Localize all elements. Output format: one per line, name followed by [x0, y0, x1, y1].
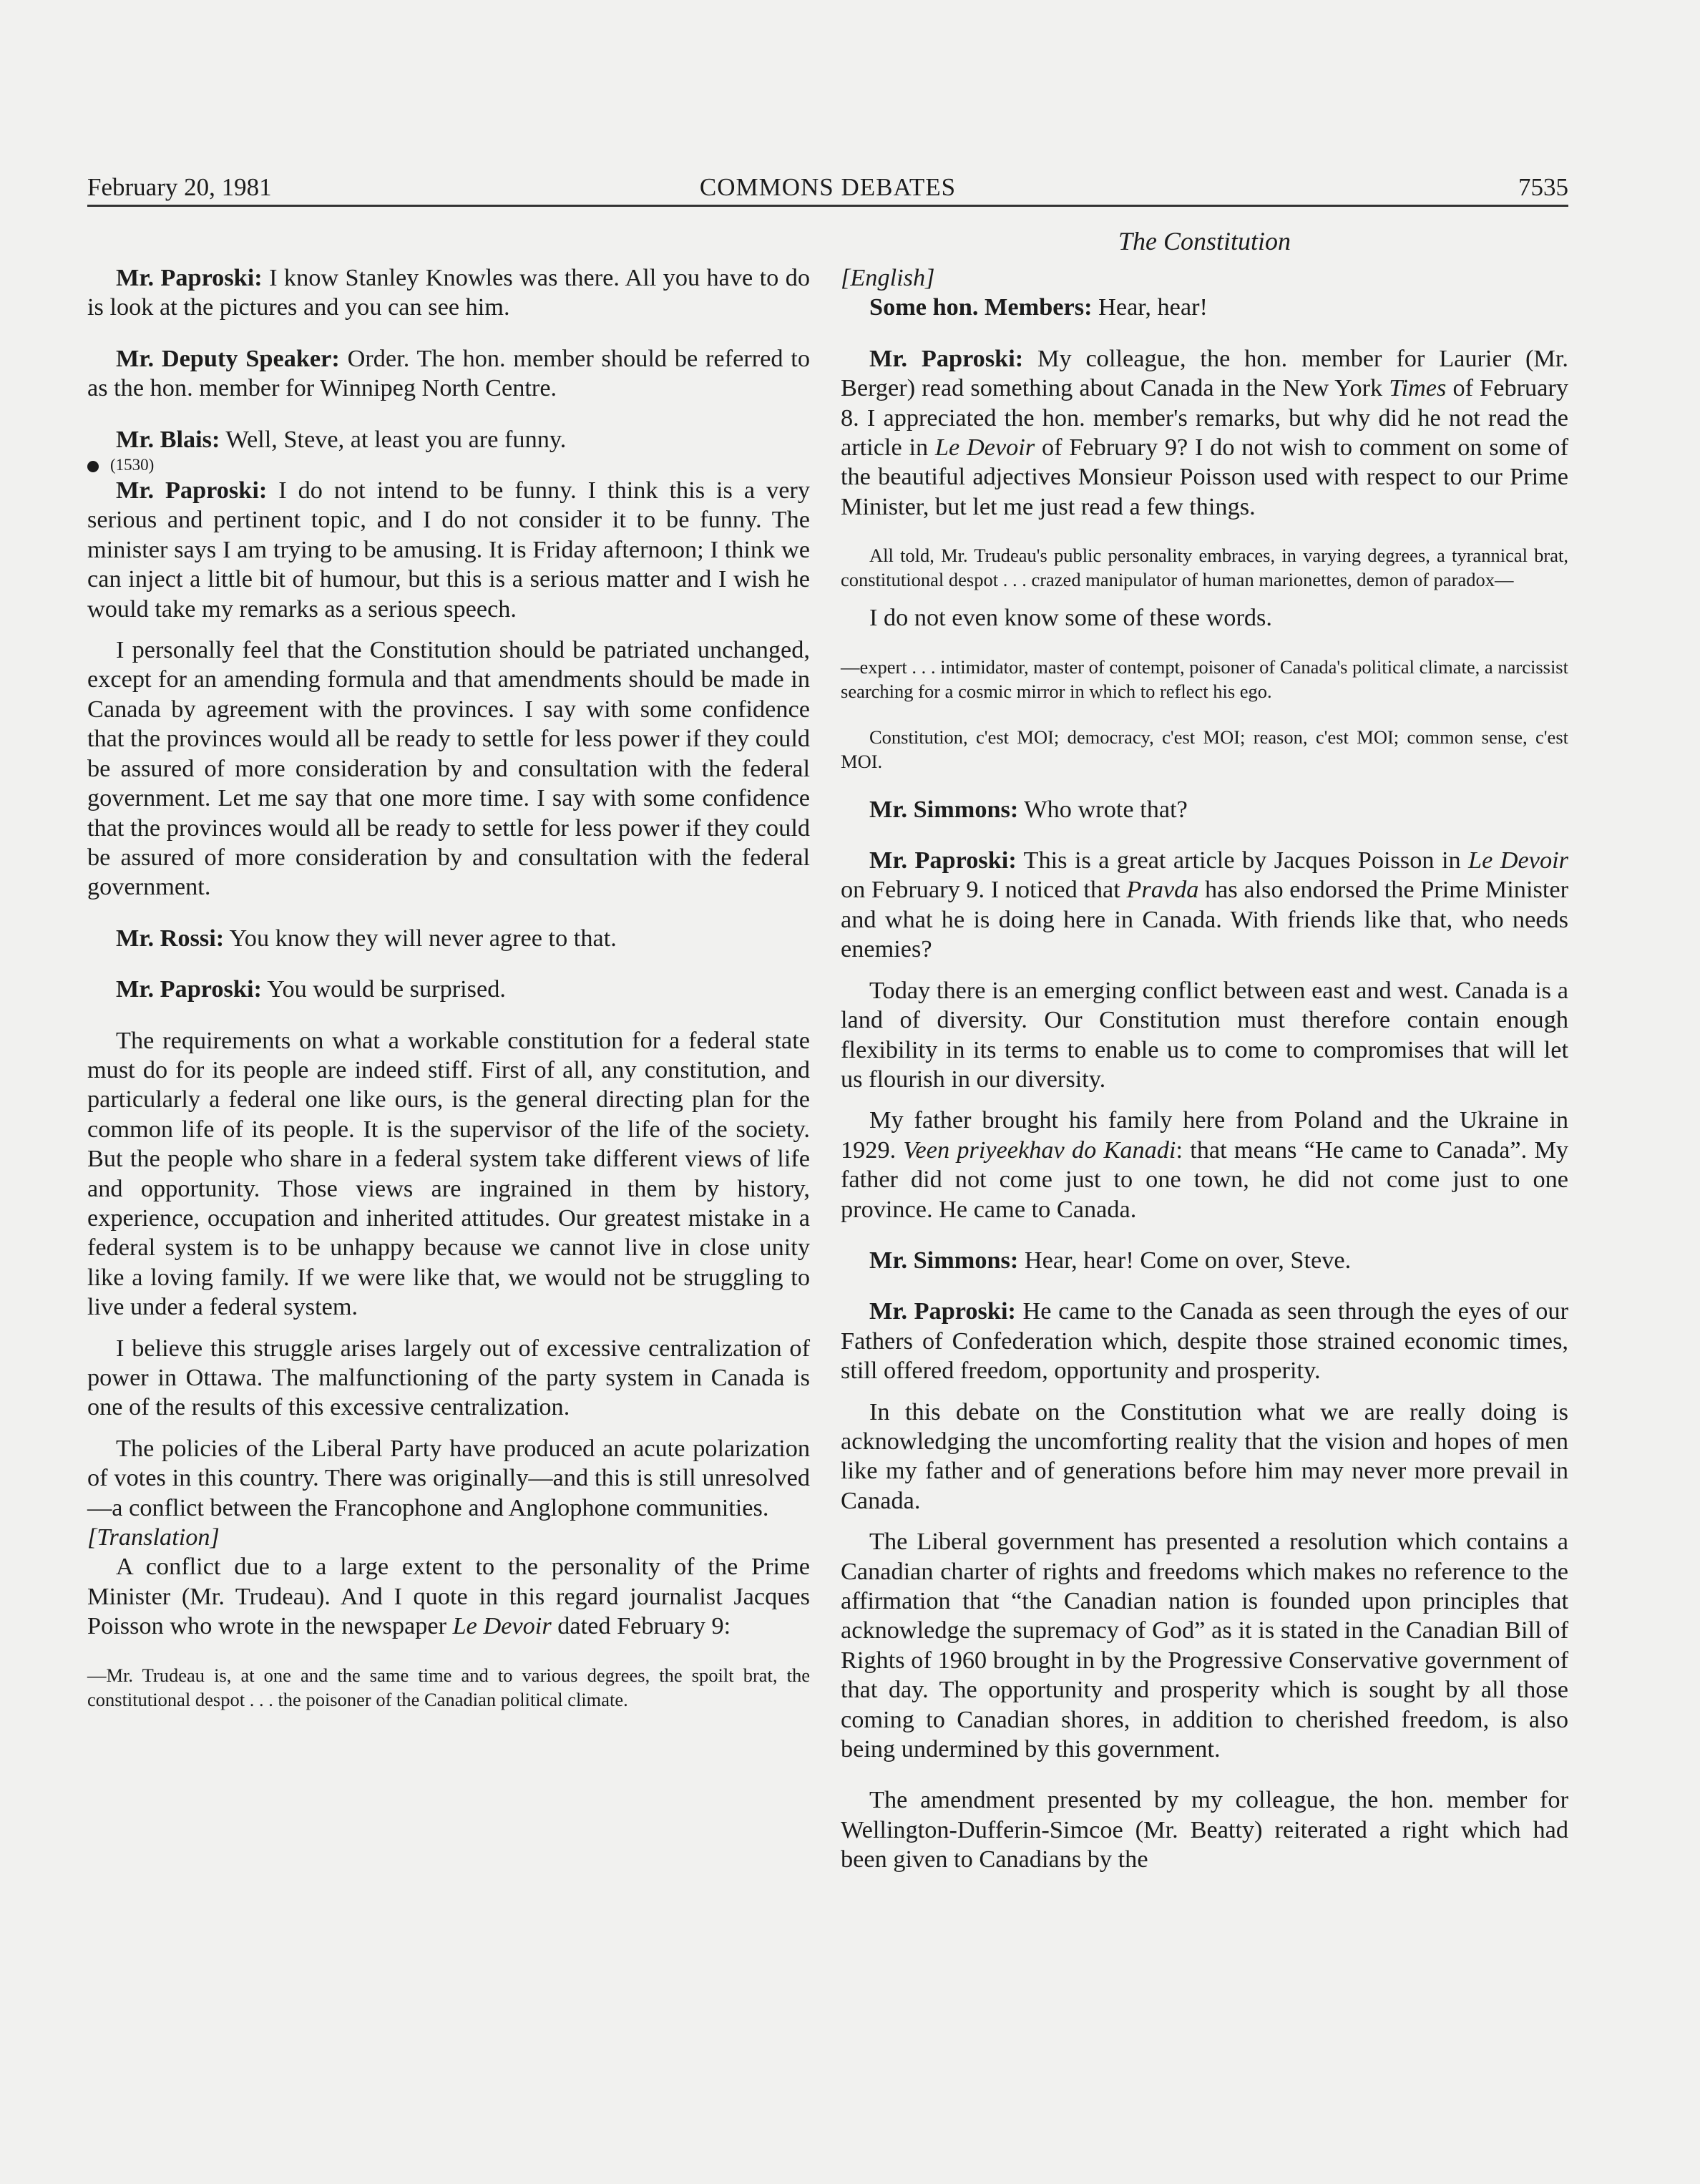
speech-text: He came to the Canada as seen through the eyes of our Fathers of Confederation which, despite those strained economic times, still offered freedom, opportunity and prosperity. [841, 1297, 1568, 1385]
english-tag: [English] [841, 264, 935, 291]
newspaper-name: Le Devoir [452, 1612, 552, 1640]
paragraph [87, 924, 810, 953]
block-quote: All told, Mr. Trudeau's public personality embraces, in varying degrees, a tyrannical brat, constitutional despot . . . crazed manipulator of human marionettes, demon of paradox— [841, 545, 1568, 591]
paragraph [841, 1106, 1568, 1224]
speaker-name: Mr. Paproski: [116, 477, 268, 504]
paragraph [87, 263, 810, 323]
block-quote: —Mr. Trudeau is, at one and the same time and to various degrees, the spoilt brat, the constitutional despot . . . the poisoner of the Canadian political climate. [87, 1664, 810, 1710]
header-page-number: 7535 [1518, 173, 1568, 201]
speaker-name: Mr. Paproski: [116, 975, 262, 1003]
paragraph: Today there is an emerging conflict between east and west. Canada is a land of diversity. Our Constitution must therefore contain enough flexibility in its terms to enable us to come to compromises that will let us flourish in our diversity. [841, 976, 1568, 1093]
speech-text: You know they will never agree to that. [224, 924, 617, 952]
speech-text: of February 9? I do not wish to comment on some of the beautiful adjectives Monsieur Poisson used with respect to our Prime Minister, but let me just read a few things. [841, 434, 1569, 520]
speaker-name: Mr. Deputy Speaker: [116, 344, 340, 372]
speaker-name: Some hon. Members: [869, 293, 1093, 321]
speaker-name: Mr. Paproski: [869, 847, 1017, 874]
time-marker [87, 454, 810, 476]
speaker-name: Mr. Simmons: [869, 1246, 1019, 1274]
newspaper-name: Pravda [1126, 876, 1199, 904]
speech-text: A conflict due to a large extent to the personality of the Prime Minister (Mr. Trudeau). And I quote in this regard journalist Jacques Poisson who wrote in the newspaper [87, 1553, 810, 1640]
speech-text: Order. The hon. member should be referred to as the hon. member for Winnipeg North Centre. [87, 344, 810, 402]
paragraph [841, 344, 1568, 522]
speaker-name: Mr. Paproski: [116, 264, 263, 291]
paragraph: The policies of the Liberal Party have produced an acute polarization of votes in this country. There was originally—and this is still unresolved—a conflict between the Francophone and Anglophone communities. [87, 1434, 810, 1521]
paragraph: The requirements on what a workable constitution for a federal state must do for its people are indeed stiff. First of all, any constitution, and particularly a federal one like ours, is the general directing plan for the common life of its people. It is the supervisor of the life of the society. But the people who share in a federal system take different views of life and opportunity. Those views are ingrained in them by history, experience, occupation and inherited attitudes. Our greatest mistake in a federal system is to be unhappy because we cannot live in close unity like a loving family. If we were like that, we would not be struggling to live under a federal system. [87, 1026, 810, 1321]
paragraph [87, 476, 810, 624]
paragraph: The amendment presented by my colleague, the hon. member for Wellington-Dufferin-Simcoe (Mr. Beatty) reiterated a right which had been given to Canadians by the [841, 1786, 1568, 1873]
header-date: February 20, 1981 [87, 173, 272, 201]
paragraph [841, 293, 1568, 322]
speaker-name: Mr. Paproski: [869, 344, 1024, 372]
section-title: The Constitution [1118, 227, 1291, 255]
paragraph [841, 1246, 1568, 1275]
paragraph [87, 975, 810, 1004]
block-quote: Constitution, c'est MOI; democracy, c'est MOI; reason, c'est MOI; common sense, c'est MOI. [841, 726, 1568, 772]
page-header [87, 173, 1568, 207]
speech-text: Well, Steve, at least you are funny. [220, 425, 567, 453]
paragraph: In this debate on the Constitution what we are really doing is acknowledging the uncomforting reality that the vision and hopes of men like my father and of generations before him may never more prevail in Canada. [841, 1398, 1568, 1514]
newspaper-name: Le Devoir [1468, 847, 1569, 874]
speech-text: I do not intend to be funny. I think this is a very serious and pertinent topic, and I do not consider it to be funny. The minister says I am trying to be amusing. It is Friday afternoon; I think we can inject a little bit of humour, but this is a serious matter and I wish he would take my remarks as a serious speech. [87, 477, 810, 623]
left-column [87, 263, 810, 1712]
speech-text: Hear, hear! [1092, 293, 1208, 321]
speech-text: My father brought his family here from Poland and the Ukraine in 1929. [841, 1106, 1568, 1164]
speech-text: of February 8. I appreciated the hon. member's remarks, but why did he not read the article in [841, 374, 1568, 462]
paragraph [87, 425, 810, 454]
paragraph [841, 795, 1568, 824]
paragraph: The Liberal government has presented a resolution which contains a Canadian charter of rights and freedoms which makes no reference to the affirmation that “the Canadian nation is founded upon principles that acknowledge the supremacy of God” as it is stated in the Canadian Bill of Rights of 1960 brought in by the Progressive Conservative government of that day. The opportunity and prosperity which is sought by all those coming to Canadian shores, in addition to cherished freedom, is also being undermined by this government. [841, 1528, 1568, 1763]
paragraph: I do not even know some of these words. [869, 604, 1272, 632]
speech-text: dated February 9: [551, 1612, 731, 1640]
speech-text: on February 9. I noticed that [841, 876, 1127, 904]
paragraph: I believe this struggle arises largely out of excessive centralization of power in Ottawa. The malfunctioning of the party system in Canada is one of the results of this excessive centralization. [87, 1334, 810, 1421]
speaker-name: Mr. Paproski: [869, 1297, 1016, 1325]
header-title: COMMONS DEBATES [699, 173, 957, 201]
speaker-name: Mr. Rossi: [116, 924, 225, 952]
speaker-name: Mr. Simmons: [869, 795, 1019, 823]
paragraph [841, 846, 1568, 965]
speech-text: My colleague, the hon. member for Laurier (Mr. Berger) read something about Canada in the New York [841, 344, 1568, 402]
speaker-name: Mr. Blais: [116, 425, 220, 453]
bullet-dot-icon [87, 461, 99, 472]
block-quote: —expert . . . intimidator, master of contempt, poisoner of Canada's political climate, a narcissist searching for a cosmic mirror in which to reflect his ego. [841, 655, 1568, 702]
speech-text: This is a great article by Jacques Poisson in [1016, 847, 1469, 874]
speech-text: Hear, hear! Come on over, Steve. [1018, 1246, 1352, 1274]
speech-text: : that means “He came to Canada”. My father did not come just to one town, he did not come just to one province. He came to Canada. [841, 1136, 1568, 1223]
newspaper-name: Le Devoir [934, 434, 1035, 462]
foreign-phrase: Veen priyeekhav do Kanadi [903, 1136, 1176, 1164]
paragraph: I personally feel that the Constitution should be patriated unchanged, except for an amending formula and that amendments should be made in Canada by agreement with the provinces. I say with some confidence that the provinces would all be ready to settle for less power if they could be assured of more consideration by and consultation with the federal government. Let me say that one more time. I say with some confidence that the provinces would all be ready to settle for less power if they could be assured of more consideration by and consultation with the federal government. [87, 636, 810, 901]
paragraph [841, 1297, 1568, 1385]
right-column [841, 263, 1568, 1875]
speech-text: You would be surprised. [261, 975, 506, 1003]
paragraph [87, 1552, 810, 1641]
time-marker-text: (1530) [110, 456, 155, 474]
paragraph [87, 344, 810, 404]
speech-text: has also endorsed the Prime Minister and what he is doing here in Canada. With friends like that, who needs enemies? [841, 876, 1568, 963]
newspaper-name: Times [1389, 374, 1447, 402]
translation-tag: [Translation] [87, 1524, 220, 1551]
speech-text: I know Stanley Knowles was there. All you have to do is look at the pictures and you can see him. [87, 264, 811, 321]
speech-text: Who wrote that? [1018, 795, 1188, 823]
